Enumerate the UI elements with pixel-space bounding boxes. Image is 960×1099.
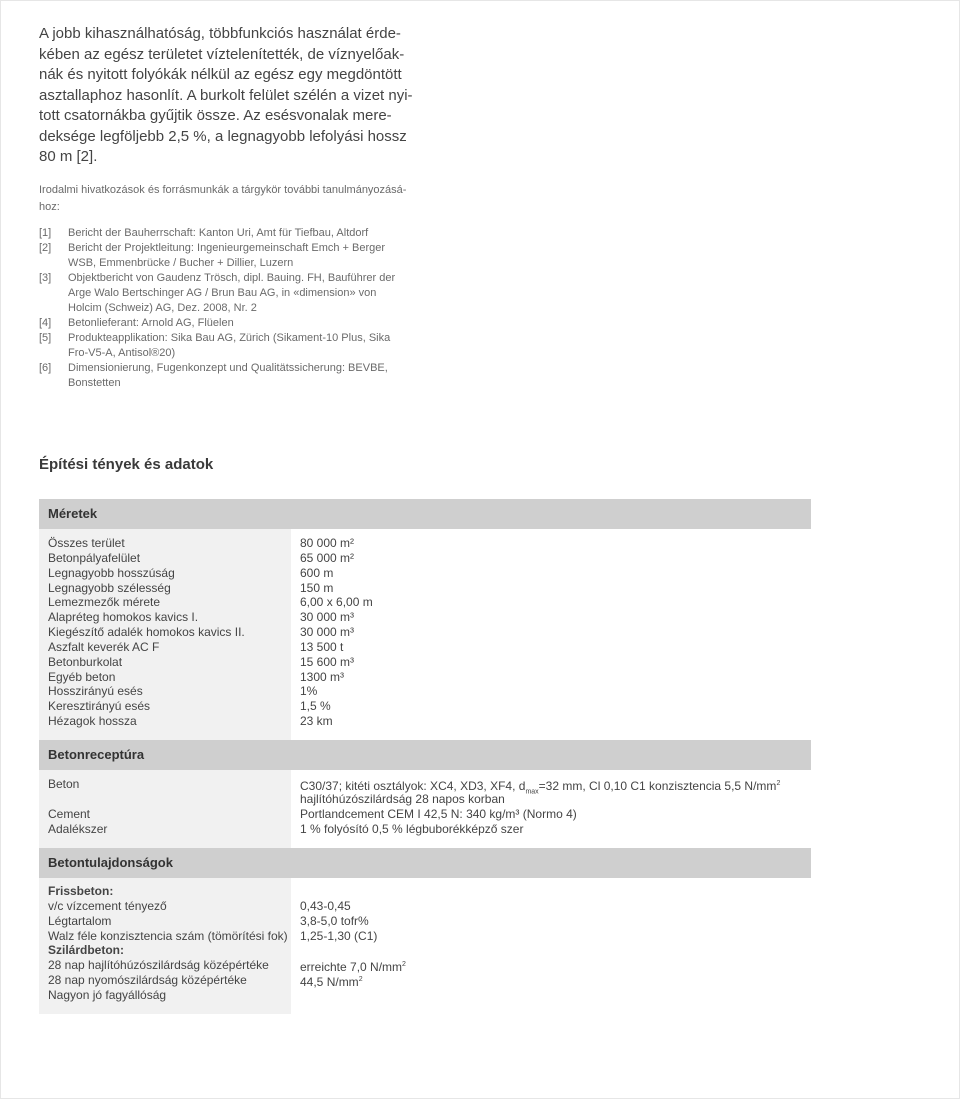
reference-text: Arge Walo Bertschinger AG / Brun Bau AG, in «dimension» von	[68, 287, 377, 299]
table-row: Alapréteg homokos kavics I. 30 000 m³	[48, 610, 355, 625]
reference-text: Holcim (Schweiz) AG, Dez. 2008, Nr. 2	[68, 302, 257, 314]
subheading-frissbeton: Frissbeton:	[48, 884, 114, 898]
reference-text: Bonstetten	[68, 377, 121, 389]
table-row: Aszfalt keverék AC F 13 500 t	[48, 639, 344, 654]
intro-line: deksége legföljebb 2,5 %, a legnagyobb lefolyási hossz	[39, 127, 407, 145]
reference-text: Bericht der Bauherrschaft: Kanton Uri, Amt für Tiefbau, Altdorf	[68, 227, 369, 239]
table-row: Hézagok hossza 23 km	[48, 714, 333, 729]
reference-text: Betonlieferant: Arnold AG, Flüelen	[68, 317, 234, 329]
intro-line: kében az egész területet víztelenítették, de víznyelőak-	[39, 45, 405, 63]
reference-text: WSB, Emmenbrücke / Bucher + Dillier, Luzern	[68, 257, 294, 269]
reference-item	[39, 241, 439, 271]
betonreceptura-header: Betonreceptúra	[39, 740, 811, 770]
intro-line: nák és nyitott folyókák nélkül az egész egy megdöntött	[39, 66, 402, 83]
references-intro-line: hoz:	[39, 201, 60, 213]
intro-paragraph	[39, 24, 419, 168]
reference-item	[39, 226, 439, 241]
references-intro	[39, 182, 429, 216]
table-row: Összes terület 80 000 m²	[48, 536, 355, 550]
table-row: Hosszirányú esés 1%	[48, 684, 318, 699]
reference-number: [6]	[39, 362, 52, 374]
reference-number: [1]	[39, 227, 52, 239]
reference-text: Objektbericht von Gaudenz Trösch, dipl. Bauing. FH, Bauführer der	[68, 272, 396, 284]
intro-line: 80 m [2].	[39, 148, 98, 165]
table-row: Legnagyobb hosszúság 600 m	[48, 565, 334, 580]
table-row: hajlítóhúzószilárdság 28 napos korban	[300, 791, 505, 806]
betontulajdonsagok-header: Betontulajdonságok	[39, 848, 811, 878]
table-row: Adalékszer 1 % folyósító 0,5 % légbuborékképző szer	[48, 821, 524, 836]
reference-text: Dimensionierung, Fugenkonzept und Qualitätssicherung: BEVBE,	[68, 362, 388, 374]
table-row: Cement Portlandcement CEM I 42,5 N: 340 kg/m³ (Normo 4)	[48, 806, 577, 821]
reference-number: [3]	[39, 272, 52, 284]
intro-line: tott csatornákba gyűjtik össze. Az esésvonalak mere-	[39, 107, 392, 124]
reference-item	[39, 316, 439, 331]
table-row: 28 nap nyomószilárdság középértéke 44,5 $N/mm^2$	[48, 973, 363, 990]
table-row: Keresztirányú esés 1,5 %	[48, 699, 331, 714]
table-row: v/c vízcement tényező 0,43-0,45	[48, 898, 351, 913]
subheading-szilardbeton: Szilárdbeton:	[48, 943, 125, 958]
meretek-header: Méretek	[39, 499, 811, 529]
references-intro-line: Irodalmi hivatkozások és forrásmunkák a tárgykör további tanulmányozásá-	[39, 184, 407, 196]
table-row: Lemezmezők mérete 6,00 x 6,00 m	[48, 595, 373, 610]
table-row: 28 nap hajlítóhúzószilárdság középértéke erreichte 7,0 $N/mm^2$	[48, 958, 406, 975]
reference-item	[39, 331, 439, 361]
intro-line: asztallaphoz hasonlít. A burkolt felület szélén a vizet nyi-	[39, 86, 413, 104]
table-row: Betonpályafelület 65 000 m²	[48, 550, 355, 565]
table-row: Egyéb beton 1300 m³	[48, 669, 345, 684]
reference-number: [5]	[39, 332, 52, 344]
intro-line: A jobb kihasználhatóság, többfunkciós használat érde-	[39, 25, 401, 42]
reference-item	[39, 271, 439, 316]
table-row: Beton C30/37; kitéti osztályok: XC4, XD3, XF4, $d_{max}=32$ mm, Cl 0,10 C1 konzisztencia 5,5 $N/mm^2$	[48, 777, 781, 796]
meretek-table	[48, 536, 808, 729]
section-title: Építési tények és adatok	[39, 456, 214, 473]
reference-text: Produkteapplikation: Sika Bau AG, Zürich (Sikament-10 Plus, Sika	[68, 332, 391, 344]
reference-number: [2]	[39, 242, 52, 254]
reference-item	[39, 361, 439, 391]
table-row: Kiegészítő adalék homokos kavics II. 30 000 m³	[48, 625, 355, 640]
table-row: Betonburkolat 15 600 m³	[48, 654, 355, 669]
reference-text: Fro-V5-A, Antisol®20)	[68, 347, 176, 359]
table-row: Legnagyobb szélesség 150 m	[48, 580, 334, 595]
table-row: Légtartalom 3,8-5,0 tofr%	[48, 913, 369, 928]
betontulajdonsagok-table	[48, 884, 808, 1003]
references-list	[39, 226, 439, 391]
table-row: Walz féle konzisztencia szám (tömörítési fok) 1,25-1,30 (C1)	[48, 928, 378, 943]
betonreceptura-table	[48, 777, 808, 836]
reference-text: Bericht der Projektleitung: Ingenieurgemeinschaft Emch + Berger	[68, 242, 386, 254]
table-row: Nagyon jó fagyállóság	[48, 987, 167, 1002]
reference-number: [4]	[39, 317, 52, 329]
